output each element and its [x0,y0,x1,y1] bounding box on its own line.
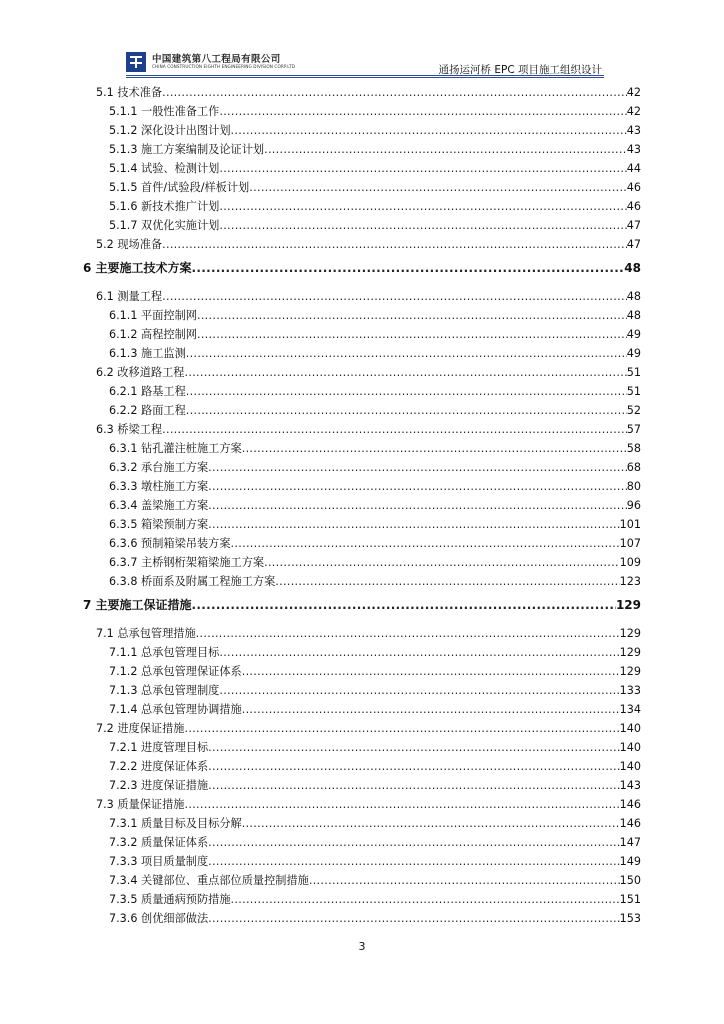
toc-entry-page: 43 [626,124,641,137]
toc-leader-dots [208,499,627,512]
toc-entry-title: 7.3.6 创优细部做法 [109,912,209,925]
toc-entry-page: 147 [619,836,641,849]
toc-entry-title: 5.1.7 双优化实施计划 [109,219,220,232]
toc-entry-title: 6.3.8 桥面系及附属工程施工方案 [109,575,276,588]
toc-leader-dots [186,385,627,398]
toc-entry[interactable] [109,758,641,774]
toc-entry-page: 140 [619,760,641,773]
toc-entry-page: 68 [626,461,641,474]
toc-entry[interactable] [96,421,641,437]
toc-entry[interactable] [109,459,641,475]
toc-leader-dots [208,836,619,849]
toc-leader-dots [162,238,627,251]
toc-entry-title: 7.1.3 总承包管理制度 [109,684,220,697]
toc-entry-page: 42 [626,86,641,99]
toc-entry-title: 7.3.3 项目质量制度 [109,855,209,868]
toc-entry[interactable] [109,478,641,494]
toc-entry-page: 149 [619,855,641,868]
toc-entry[interactable] [109,217,641,233]
toc-entry-title: 5.1 技术准备 [96,86,163,99]
toc-entry-title: 6.1.1 平面控制网 [109,309,197,322]
toc-entry-title: 7.1.2 总承包管理保证体系 [109,665,242,678]
toc-entry-page: 129 [619,646,641,659]
toc-entry[interactable] [96,720,641,736]
toc-entry-page: 123 [619,575,641,588]
toc-entry[interactable] [109,910,641,926]
toc-entry[interactable] [109,834,641,850]
toc-leader-dots [186,404,627,417]
toc-entry[interactable] [109,383,641,399]
toc-entry-title: 5.2 现场准备 [96,238,163,251]
toc-entry[interactable] [109,141,641,157]
toc-entry-title: 5.1.4 试验、检测计划 [109,162,220,175]
toc-entry-page: 46 [626,200,641,213]
toc-leader-dots [219,200,626,213]
toc-entry[interactable] [109,872,641,888]
toc-entry-page: 101 [619,518,641,531]
toc-entry-title: 6.3.1 钻孔灌注桩施工方案 [109,442,242,455]
toc-leader-dots [219,219,626,232]
toc-entry[interactable] [109,535,641,551]
toc-entry[interactable] [96,288,641,304]
toc-entry[interactable] [109,554,641,570]
toc-entry-page: 42 [626,105,641,118]
toc-entry[interactable] [96,364,641,380]
toc-entry[interactable] [83,259,641,276]
toc-entry-title: 6.1.2 高程控制网 [109,328,197,341]
toc-entry-title: 7.1 总承包管理措施 [96,627,196,640]
toc-entry-page: 80 [626,480,641,493]
toc-entry-page: 57 [626,423,641,436]
toc-entry-page: 58 [626,442,641,455]
toc-entry-page: 43 [626,143,641,156]
toc-entry-page: 48 [624,261,641,275]
toc-leader-dots [208,480,627,493]
toc-entry[interactable] [109,777,641,793]
header-divider-thin [126,77,604,78]
toc-entry-page: 133 [619,684,641,697]
toc-entry-title: 7.1.4 总承包管理协调措施 [109,703,242,716]
toc-entry[interactable] [109,739,641,755]
toc-leader-dots [264,143,627,156]
toc-entry-page: 44 [626,162,641,175]
toc-entry[interactable] [109,644,641,660]
page-number: 3 [358,940,366,953]
toc-entry-title: 6.2.1 路基工程 [109,385,186,398]
toc-entry[interactable] [109,160,641,176]
toc-leader-dots [242,665,620,678]
page-header [126,50,604,76]
toc-entry-page: 52 [626,404,641,417]
toc-entry-title: 5.1.1 一般性准备工作 [109,105,220,118]
toc-entry-page: 153 [619,912,641,925]
toc-leader-dots [184,366,626,379]
toc-entry-title: 7.2 进度保证措施 [96,722,185,735]
company-name-en: CHINA CONSTRUCTION EIGHTH ENGINEERING DIVISION CORP.LTD [152,64,296,69]
toc-leader-dots [219,105,626,118]
toc-entry-title: 7.3.1 质量目标及目标分解 [109,817,242,830]
toc-leader-dots [231,893,620,906]
toc-entry[interactable] [109,440,641,456]
toc-leader-dots [249,181,627,194]
toc-entry-page: 48 [626,309,641,322]
toc-entry-title: 7 主要施工保证措施 [83,598,192,612]
toc-leader-dots [242,442,627,455]
toc-entry-page: 109 [619,556,641,569]
toc-entry-page: 107 [619,537,641,550]
toc-entry-page: 96 [626,499,641,512]
toc-entry-page: 146 [619,817,641,830]
document-title: 通扬运河桥 EPC 项目施工组织设计 [438,64,602,76]
toc-entry-page: 151 [619,893,641,906]
toc-entry-title: 6.3.7 主桥钢桁架箱梁施工方案 [109,556,265,569]
toc-leader-dots [219,646,619,659]
toc-entry-page: 129 [619,627,641,640]
toc-entry-title: 6.3.2 承台施工方案 [109,461,209,474]
toc-leader-dots [264,556,620,569]
toc-leader-dots [184,722,619,735]
toc-leader-dots [309,874,620,887]
toc-entry-page: 129 [619,665,641,678]
toc-leader-dots [275,575,619,588]
company-logo-icon [126,52,146,72]
toc-entry-page: 140 [619,741,641,754]
toc-entry-page: 134 [619,703,641,716]
toc-leader-dots [162,86,627,99]
toc-entry[interactable] [96,236,641,252]
toc-entry[interactable] [109,198,641,214]
toc-entry-page: 51 [626,385,641,398]
toc-entry[interactable] [109,307,641,323]
toc-entry-page: 146 [619,798,641,811]
toc-entry-title: 6.2 改移道路工程 [96,366,185,379]
toc-entry[interactable] [96,625,641,641]
toc-entry[interactable] [109,663,641,679]
toc-entry-page: 46 [626,181,641,194]
toc-entry-title: 6.3.5 箱梁预制方案 [109,518,209,531]
toc-entry-title: 5.1.3 施工方案编制及论证计划 [109,143,265,156]
toc-entry-title: 5.1.5 首件/试验段/样板计划 [109,181,250,194]
toc-leader-dots [231,124,627,137]
toc-leader-dots [192,261,625,275]
toc-entry-title: 6.3.6 预制箱梁吊装方案 [109,537,231,550]
toc-entry-page: 140 [619,722,641,735]
toc-leader-dots [196,627,620,640]
toc-entry-title: 6.1.3 施工监测 [109,347,186,360]
toc-leader-dots [208,912,619,925]
toc-entry-page: 48 [626,290,641,303]
toc-entry[interactable] [109,103,641,119]
toc-leader-dots [208,779,619,792]
toc-entry[interactable] [109,701,641,717]
toc-entry-page: 47 [626,238,641,251]
toc-entry[interactable] [109,402,641,418]
toc-leader-dots [208,741,619,754]
toc-entry-title: 7.3.2 质量保证体系 [109,836,209,849]
toc-leader-dots [162,290,627,303]
toc-leader-dots [184,798,619,811]
company-name-cn: 中国建筑第八工程局有限公司 [152,54,281,65]
toc-entry[interactable] [96,796,641,812]
toc-entry[interactable] [109,573,641,589]
toc-leader-dots [208,461,627,474]
toc-leader-dots [197,309,627,322]
toc-entry-title: 7.3.5 质量通病预防措施 [109,893,231,906]
toc-leader-dots [242,817,620,830]
toc-entry-page: 150 [619,874,641,887]
toc-entry-title: 7.1.1 总承包管理目标 [109,646,220,659]
toc-entry-page: 49 [626,328,641,341]
toc-entry-title: 7.2.1 进度管理目标 [109,741,209,754]
toc-entry[interactable] [83,596,641,613]
toc-entry-title: 5.1.6 新技术推广计划 [109,200,220,213]
toc-entry[interactable] [109,682,641,698]
toc-entry-page: 49 [626,347,641,360]
toc-entry-page: 143 [619,779,641,792]
toc-leader-dots [208,760,619,773]
toc-leader-dots [186,347,627,360]
toc-leader-dots [208,518,619,531]
toc-leader-dots [197,328,627,341]
toc-entry-title: 5.1.2 深化设计出图计划 [109,124,231,137]
toc-entry[interactable] [109,345,641,361]
toc-entry-title: 6.3 桥梁工程 [96,423,163,436]
toc-entry-title: 7.2.3 进度保证措施 [109,779,209,792]
toc-leader-dots [231,537,620,550]
toc-entry-title: 6.1 测量工程 [96,290,163,303]
toc-leader-dots [219,684,619,697]
toc-entry[interactable] [109,853,641,869]
toc-entry[interactable] [109,497,641,513]
toc-entry-title: 6 主要施工技术方案 [83,261,192,275]
toc-entry-title: 7.3 质量保证措施 [96,798,185,811]
toc-entry[interactable] [109,179,641,195]
toc-entry-title: 6.3.3 墩柱施工方案 [109,480,209,493]
toc-entry[interactable] [109,891,641,907]
toc-leader-dots [219,162,626,175]
toc-leader-dots [162,423,627,436]
toc-leader-dots [242,703,620,716]
toc-entry[interactable] [109,326,641,342]
toc-entry[interactable] [109,516,641,532]
toc-entry-page: 51 [626,366,641,379]
toc-entry-title: 7.3.4 关键部位、重点部位质量控制措施 [109,874,309,887]
toc-entry[interactable] [96,84,641,100]
toc-entry[interactable] [109,122,641,138]
toc-entry-page: 47 [626,219,641,232]
header-divider [126,75,604,76]
toc-entry-title: 7.2.2 进度保证体系 [109,760,209,773]
toc-entry[interactable] [109,815,641,831]
toc-entry-title: 6.2.2 路面工程 [109,404,186,417]
toc-leader-dots [192,598,616,612]
toc-entry-title: 6.3.4 盖梁施工方案 [109,499,209,512]
toc-entry-page: 129 [615,598,641,612]
toc-leader-dots [208,855,619,868]
